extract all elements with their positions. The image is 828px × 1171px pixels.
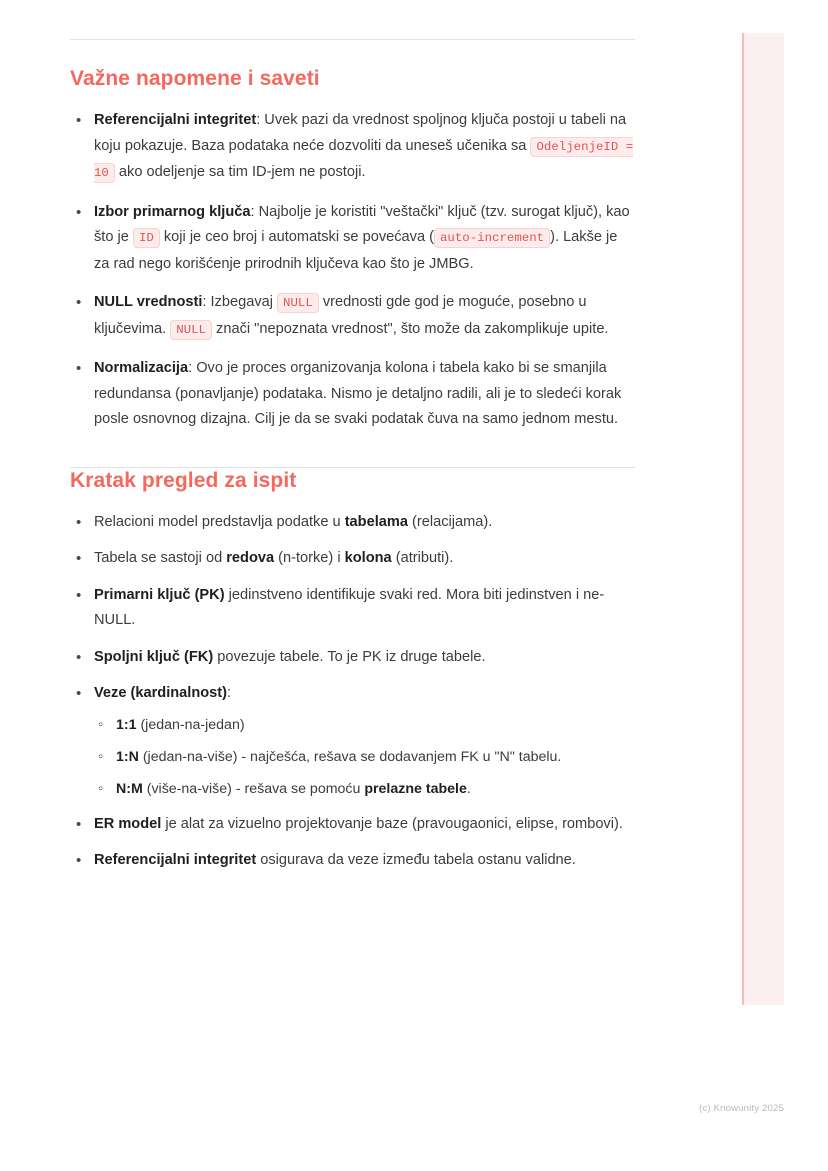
emphasis-text: tabelama — [344, 513, 408, 530]
list-item-term: NULL vrednosti — [94, 294, 203, 310]
body-text: : Ovo je proces organizovanja kolona i tabela kako bi se smanjila redundansa (ponavljanje) podataka. Nismo je detaljno radili, ali je to sledeći korak posle osnovnog dizajna. Cilj je da se svaki podatak čuva na samo jednom mestu. — [94, 360, 622, 427]
inline-code: NULL — [277, 293, 319, 313]
emphasis-text: redova — [226, 550, 275, 566]
section-exam-summary — [70, 468, 635, 874]
list-item — [70, 681, 635, 801]
body-text: znači "nepoznata vrednost", što može da zakomplikuje upite. — [211, 320, 609, 337]
body-text: ). Lakše je za rad nego korišćenje prirodnih ključeva kao što je JMBG. — [94, 229, 618, 272]
body-text: : Uvek pazi da vrednost spoljnog ključa postoji u tabeli na koju pokazuje. Baza podataka neće dozvoliti da uneseš učenika sa — [94, 112, 627, 154]
sub-list — [94, 713, 635, 801]
sub-list-item — [94, 777, 635, 801]
list-item — [70, 645, 635, 671]
emphasis-text: ER model — [94, 815, 162, 832]
body-text: osigurava da veze između tabela ostanu validne. — [256, 852, 576, 868]
list-item — [70, 290, 635, 343]
body-text: (atributi). — [391, 550, 454, 566]
body-text: : Najbolje je koristiti "veštački" ključ (tzv. surogat ključ), kao što je — [94, 203, 630, 245]
body-text: vrednosti gde god je moguće, posebno u ključevima. — [94, 294, 587, 337]
inline-code: auto-increment — [434, 228, 550, 248]
emphasis-text: Referencijalni integritet — [94, 852, 257, 868]
document-content — [70, 0, 635, 885]
list-item — [70, 583, 635, 634]
emphasis-text: Spoljni ključ (FK) — [94, 648, 214, 665]
emphasis-text: prelazne tabele — [364, 780, 467, 797]
sub-list-item — [94, 713, 635, 737]
body-text: (više-na-više) - rešava se pomoću — [142, 780, 365, 797]
emphasis-text: 1:N — [116, 748, 139, 765]
list-item — [70, 356, 635, 433]
body-text: : — [227, 685, 232, 701]
body-text: (n-torke) i — [274, 550, 345, 566]
list-item — [70, 848, 635, 874]
body-text: Relacioni model predstavlja podatke u — [94, 513, 345, 530]
notes-list — [70, 108, 635, 433]
page-title: Važne napomene i saveti — [70, 67, 320, 90]
body-text: ako odeljenje sa tim ID-jem ne postoji. — [114, 164, 366, 180]
body-text: (relacijama). — [407, 513, 493, 530]
sub-list-item — [94, 745, 635, 769]
body-text: Tabela se sastoji od — [94, 550, 227, 566]
section-important-notes — [70, 0, 635, 433]
list-item-term: Normalizacija — [94, 360, 189, 376]
emphasis-text: kolona — [344, 550, 392, 566]
body-text: koji je ceo broj i automatski se povećava ( — [159, 229, 434, 245]
body-text: je alat za vizuelno projektovanje baze (pravougaonici, elipse, rombovi). — [161, 815, 623, 832]
section-title-exam-summary: Kratak pregled za ispit — [70, 468, 297, 492]
body-text: jedinstveno identifikuje svaki red. Mora biti jedinstven i ne-NULL. — [94, 586, 605, 628]
list-item — [70, 812, 635, 838]
footer-copyright: (c) Knowunity 2025 — [699, 1103, 784, 1114]
emphasis-text: 1:1 — [116, 716, 137, 733]
body-text: povezuje tabele. To je PK iz druge tabele. — [213, 648, 486, 665]
summary-list — [70, 510, 635, 874]
list-item — [70, 108, 635, 187]
body-text: (jedan-na-više) - najčešća, rešava se dodavanjem FK u "N" tabelu. — [138, 748, 562, 765]
inline-code: NULL — [170, 320, 212, 340]
inline-code: OdeljenjeID = 10 — [94, 137, 633, 184]
emphasis-text: Veze (kardinalnost) — [94, 685, 228, 701]
list-item-term: Referencijalni integritet — [94, 112, 257, 128]
side-accent-rail — [742, 33, 784, 1005]
list-item — [70, 510, 635, 536]
list-item — [70, 546, 635, 572]
emphasis-text: N:M — [116, 780, 143, 797]
body-text: . — [466, 780, 471, 797]
list-item — [70, 200, 635, 278]
body-text: : Izbegavaj — [202, 294, 278, 310]
list-item-term: Izbor primarnog ključa — [94, 203, 251, 220]
inline-code: ID — [133, 228, 160, 248]
body-text: (jedan-na-jedan) — [136, 716, 245, 733]
emphasis-text: Primarni ključ (PK) — [94, 586, 225, 603]
